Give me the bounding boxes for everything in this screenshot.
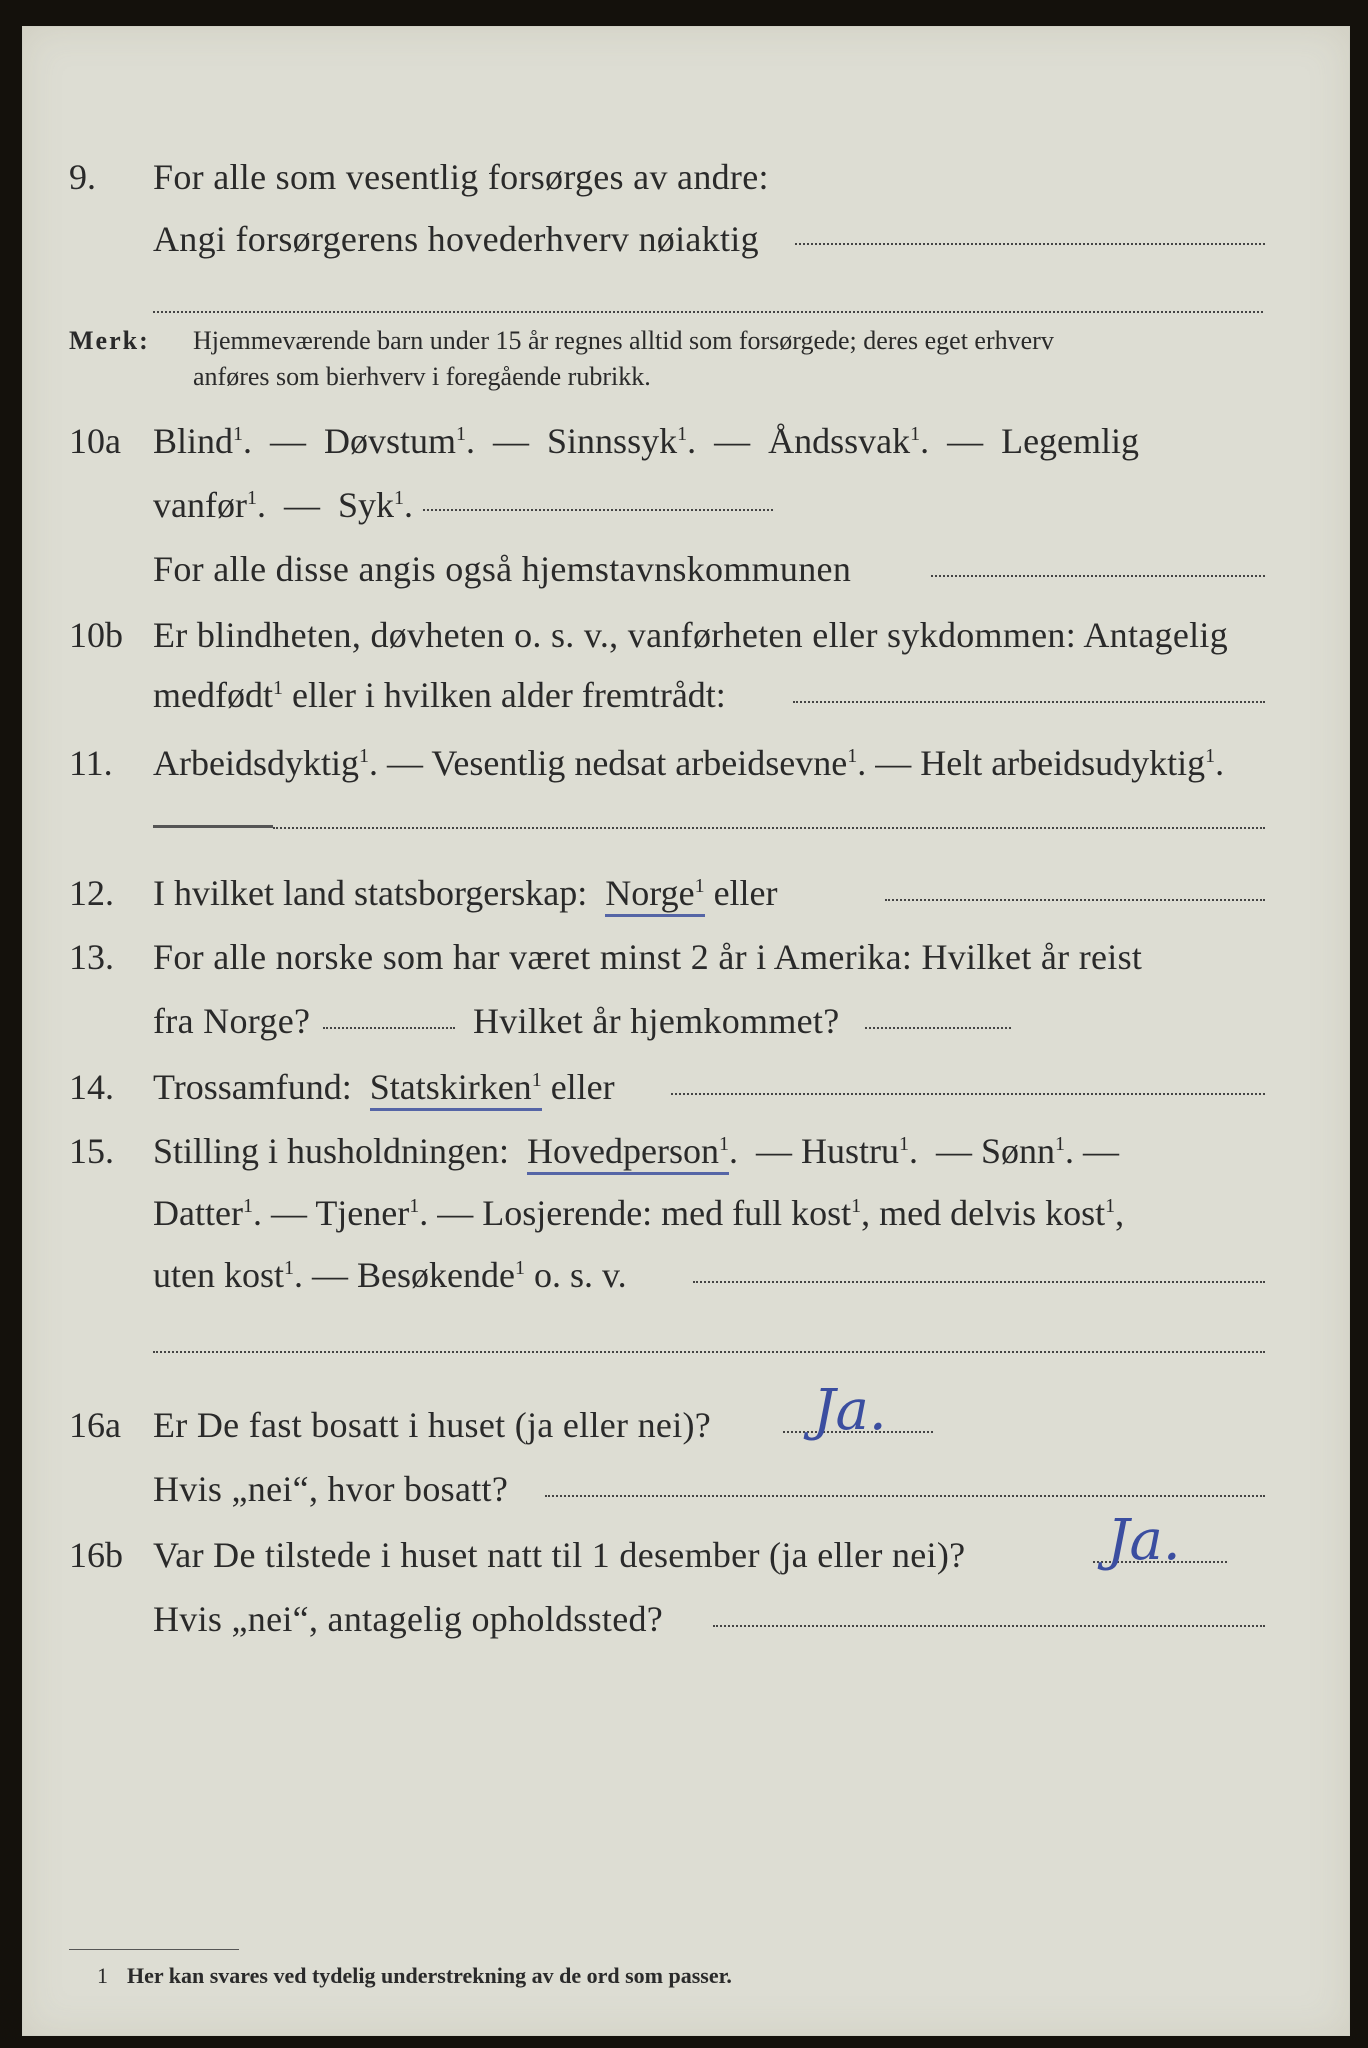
q16a-line1: Er De fast bosatt i huset (ja eller nei)? [153, 1405, 712, 1445]
option-vanfor[interactable]: vanfør [153, 485, 247, 525]
option-hustru[interactable]: Hustru [800, 1131, 899, 1171]
q16b-line1: Var De tilstede i huset natt til 1 desember (ja eller nei)? [153, 1535, 966, 1575]
question-number: 16a [69, 1405, 121, 1445]
note-label: Merk: [69, 326, 150, 355]
question-number: 13. [69, 937, 114, 977]
q10a-line1: Blind$^1$. — Døvstum$^1$. — Sinnssyk$^1$. — Åndssvak$^1$. — Legemlig [153, 421, 1140, 461]
option-uten-kost[interactable]: uten kost [153, 1255, 284, 1295]
q10b-line2: medfødt$^1$ eller i hvilken alder fremtrådt: [153, 675, 726, 715]
option-andssvak[interactable]: Åndssvak [768, 421, 911, 461]
q14-line: Trossamfund: Statskirken$^1$ eller [153, 1061, 615, 1113]
q10b-line1: Er blindheten, døvheten o. s. v., vanførheten eller sykdommen: Antagelig [153, 615, 1229, 655]
question-number: 10b [69, 615, 123, 655]
q10a-line3: For alle disse angis også hjemstavnskommunen [153, 549, 852, 589]
q16b-place-field[interactable] [713, 1625, 1265, 1627]
q11-line: Arbeidsdyktig$^1$. — Vesentlig nedsat arbeidsevne$^1$. — Helt arbeidsudyktig$^1$. [153, 743, 1225, 783]
q13-year-left-field[interactable] [323, 1027, 455, 1029]
q10a-line2: vanfør$^1$. — Syk$^1$. [153, 485, 413, 525]
option-besokende[interactable]: Besøkende [357, 1255, 515, 1295]
option-delvis-kost[interactable]: med delvis kost [879, 1193, 1106, 1233]
q10a-answer-field[interactable] [423, 509, 773, 511]
question-number: 16b [69, 1535, 123, 1575]
footnote-mark: 1 [97, 1963, 108, 1988]
footnote-text: Her kan svares ved tydelig understrekning av de ord som passer. [127, 1963, 732, 1988]
q16b-line2: Hvis „nei“, antagelig opholdssted? [153, 1599, 664, 1639]
option-tjener[interactable]: Tjener [315, 1193, 410, 1233]
q12-answer-field[interactable] [885, 899, 1265, 901]
divider [153, 825, 273, 828]
q16a-line2: Hvis „nei“, hvor bosatt? [153, 1469, 509, 1509]
q9-answer-field[interactable] [795, 243, 1265, 245]
question-number: 12. [69, 873, 114, 913]
note-line2: anføres som bierhverv i foregående rubrikk. [193, 362, 651, 391]
option-norge-underlined[interactable]: Norge$^1$ [605, 873, 704, 917]
option-arbeidsdyktig[interactable]: Arbeidsdyktig [153, 743, 359, 783]
q15-answer-field[interactable] [693, 1281, 1265, 1283]
q16b-handwritten-answer: Ja. [1107, 1508, 1181, 1573]
option-syk[interactable]: Syk [337, 485, 394, 525]
option-legemlig[interactable]: Legemlig [1001, 421, 1140, 461]
census-form-page [22, 26, 1350, 2036]
q9-answer-field-2[interactable] [153, 311, 1263, 313]
q14-answer-field[interactable] [671, 1093, 1265, 1095]
option-statskirken-underlined[interactable]: Statskirken$^1$ [370, 1067, 542, 1111]
question-number: 11. [69, 743, 113, 783]
q10a-hometown-field[interactable] [931, 575, 1265, 577]
note-line1: Hjemmeværende barn under 15 år regnes alltid som forsørgede; deres eget erhverv [193, 326, 1054, 355]
q9-line2: Angi forsørgerens hovederhverv nøiaktig [153, 219, 759, 259]
option-sinnssyk[interactable]: Sinnssyk [547, 421, 678, 461]
question-number: 15. [69, 1131, 114, 1171]
q15-line3: uten kost$^1$. — Besøkende$^1$ o. s. v. [153, 1255, 627, 1295]
q13-fra-norge: fra Norge? [153, 1001, 311, 1041]
q16a-residence-field[interactable] [545, 1495, 1265, 1497]
footnote-rule [69, 1949, 239, 1950]
question-number: 9. [69, 157, 96, 197]
option-datter[interactable]: Datter [153, 1193, 243, 1233]
option-losjerende[interactable]: Losjerende: med full kost [482, 1193, 852, 1233]
q11-answer-field[interactable] [273, 827, 1265, 829]
question-number: 14. [69, 1067, 114, 1107]
question-number: 10a [69, 421, 121, 461]
q10b-answer-field[interactable] [793, 701, 1265, 703]
q13-year-return-field[interactable] [865, 1027, 1011, 1029]
q13-line1: For alle norske som har været minst 2 år i Amerika: Hvilket år reist [153, 937, 1143, 977]
q16a-handwritten-answer: Ja. [813, 1378, 887, 1443]
option-nedsat[interactable]: Vesentlig nedsat arbeidsevne [431, 743, 848, 783]
option-blind[interactable]: Blind [153, 421, 234, 461]
option-udyktig[interactable]: Helt arbeidsudyktig [920, 743, 1206, 783]
option-sonn[interactable]: Sønn [980, 1131, 1056, 1171]
option-dovstum[interactable]: Døvstum [324, 421, 457, 461]
q15-line2: Datter$^1$. — Tjener$^1$. — Losjerende: med full kost$^1$, med delvis kost$^1$, [153, 1193, 1125, 1233]
q13-hjemkommet: Hvilket år hjemkommet? [473, 1001, 840, 1041]
q15-line1: Stilling i husholdningen: Hovedperson$^1$. — Hustru$^1$. — Sønn$^1$. — [153, 1125, 1263, 1177]
option-medfodt[interactable]: medfødt [153, 675, 273, 715]
q9-line1: For alle som vesentlig forsørges av andre: [153, 157, 769, 197]
q15-answer-field-2[interactable] [153, 1351, 1265, 1353]
q12-line: I hvilket land statsborgerskap: Norge$^1$ eller [153, 867, 778, 919]
option-hovedperson-underlined[interactable]: Hovedperson$^1$ [527, 1131, 729, 1175]
